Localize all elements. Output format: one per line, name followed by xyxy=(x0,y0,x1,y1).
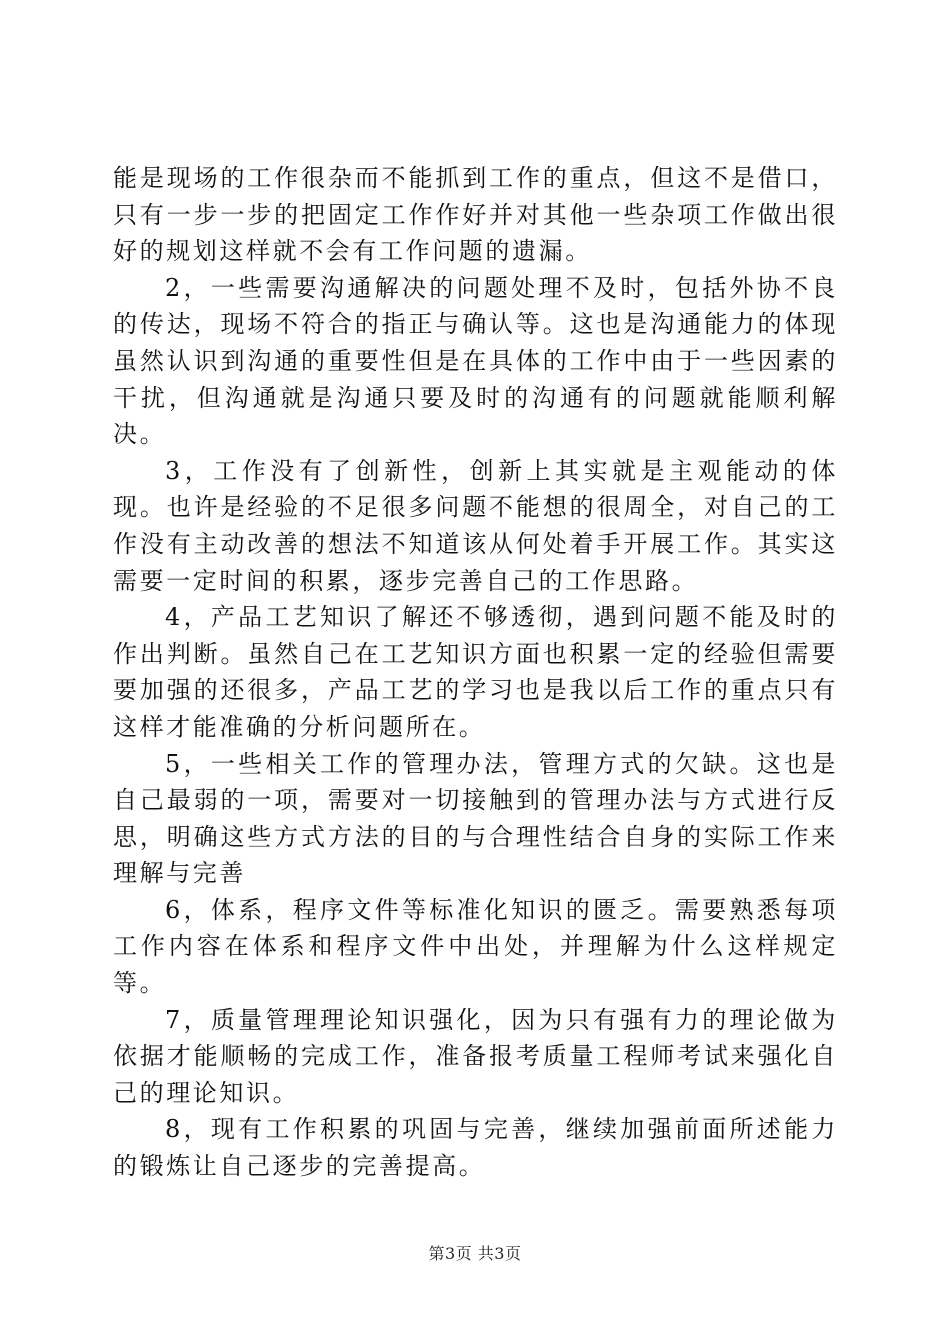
paragraph-1: 能是现场的工作很杂而不能抓到工作的重点，但这不是借口，只有一步一步的把固定工作作好并对其他一些杂项工作做出很好的规划这样就不会有工作问题的遗漏。 xyxy=(113,164,838,266)
paragraph-3: 3，工作没有了创新性，创新上其实就是主观能动的体现。也许是经验的不足很多问题不能想的很周全，对自己的工作没有主动改善的想法不知道该从何处着手开展工作。其实这需要一定时间的积累，逐步完善自己的工作思路。 xyxy=(113,456,838,595)
page-footer xyxy=(0,1244,950,1264)
paragraph-6: 6，体系，程序文件等标准化知识的匮乏。需要熟悉每项工作内容在体系和程序文件中出处，并理解为什么这样规定等。 xyxy=(113,895,838,998)
paragraph-7: 7，质量管理理论知识强化，因为只有强有力的理论做为依据才能顺畅的完成工作，准备报考质量工程师考试来强化自己的理论知识。 xyxy=(113,1005,838,1107)
paragraph-4: 4，产品工艺知识了解还不够透彻，遇到问题不能及时的作出判断。虽然自己在工艺知识方面也积累一定的经验但需要要加强的还很多，产品工艺的学习也是我以后工作的重点只有这样才能准确的分析问题所在。 xyxy=(113,603,838,741)
paragraph-2: 2，一些需要沟通解决的问题处理不及时，包括外协不良的传达，现场不符合的指正与确认等。这也是沟通能力的体现虽然认识到沟通的重要性但是在具体的工作中由于一些因素的干扰，但沟通就是沟通只要及时的沟通有的问题就能顺利解决。 xyxy=(113,273,838,449)
document-body xyxy=(113,160,838,1185)
page-number-label: 第3页 共3页 xyxy=(428,1244,522,1263)
paragraph-8: 8，现有工作积累的巩固与完善，继续加强前面所述能力的锻炼让自己逐步的完善提高。 xyxy=(113,1115,838,1181)
paragraph-5: 5，一些相关工作的管理办法，管理方式的欠缺。这也是自己最弱的一项，需要对一切接触到的管理办法与方式进行反思，明确这些方式方法的目的与合理性结合自身的实际工作来理解与完善 xyxy=(113,749,838,888)
